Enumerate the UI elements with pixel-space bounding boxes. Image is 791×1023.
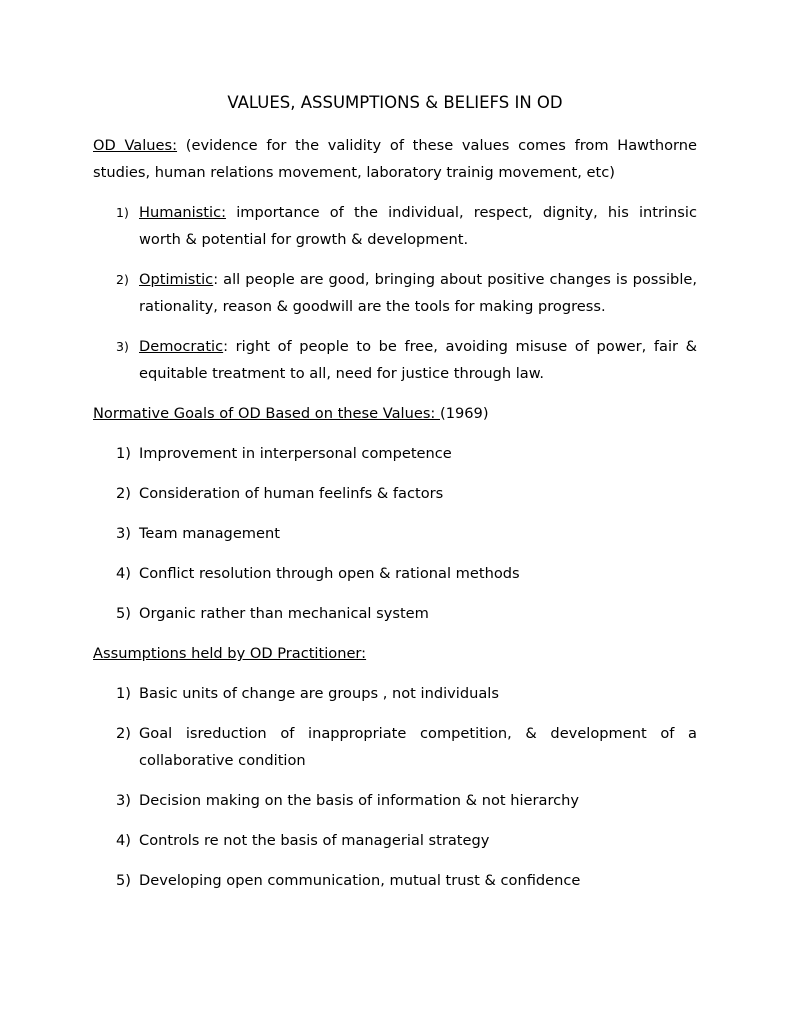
normative-goals-heading: [93, 400, 697, 427]
list-item-lead: Democratic: [139, 338, 224, 355]
normative-goals-list: [93, 440, 697, 627]
list-item-text: : right of people to be free, avoiding misuse of power, fair & equitable treatment to all, need for justice through law.: [139, 338, 697, 382]
list-item: [93, 333, 697, 387]
list-item-number: 2): [116, 725, 131, 742]
list-item-number: 4): [116, 565, 131, 582]
list-item: [93, 480, 697, 507]
list-item-text: Developing open communication, mutual trust & confidence: [139, 872, 581, 889]
normative-goals-year: (1969): [440, 405, 489, 422]
list-item: [93, 199, 697, 253]
list-item-text: Controls re not the basis of managerial strategy: [139, 832, 490, 849]
list-item-text: : all people are good, bringing about positive changes is possible, rationality, reason & goodwill are the tools for making progress.: [139, 271, 697, 315]
list-item-number: 4): [116, 832, 131, 849]
list-item-text: Consideration of human feelinfs & factors: [139, 485, 444, 502]
list-item-number: 1): [116, 685, 131, 702]
list-item-text: Conflict resolution through open & rational methods: [139, 565, 520, 582]
assumptions-list: [93, 680, 697, 894]
list-item-lead: Optimistic: [139, 271, 214, 288]
list-item-number: 3): [116, 792, 131, 809]
list-item: [93, 600, 697, 627]
list-item-text: importance of the individual, respect, dignity, his intrinsic worth & potential for growth & development.: [139, 204, 697, 248]
list-item: [93, 266, 697, 320]
assumptions-label: Assumptions held by OD Practitioner:: [93, 645, 367, 662]
list-item: [93, 680, 697, 707]
od-values-text: (evidence for the validity of these values comes from Hawthorne studies, human relations movement, laboratory trainig movement, etc): [93, 137, 697, 181]
list-item-number: 5): [116, 872, 131, 889]
list-item: [93, 787, 697, 814]
list-item: [93, 867, 697, 894]
list-item: [93, 440, 697, 467]
list-item-text: Improvement in interpersonal competence: [139, 445, 452, 462]
list-item-number: 3): [116, 525, 131, 542]
list-item: [93, 520, 697, 547]
od-values-list: [93, 199, 697, 387]
list-item-lead: Humanistic:: [139, 204, 227, 221]
assumptions-heading: [93, 640, 697, 667]
list-item-text: Basic units of change are groups , not individuals: [139, 685, 499, 702]
list-item: [93, 720, 697, 774]
od-values-paragraph: [93, 132, 697, 186]
list-item-number: 2): [116, 272, 129, 287]
list-item-number: 1): [116, 205, 129, 220]
od-values-label: OD Values:: [93, 137, 178, 154]
list-item: [93, 560, 697, 587]
list-item-number: 5): [116, 605, 131, 622]
list-item-text: Goal isreduction of inappropriate competition, & development of a collaborative condition: [139, 725, 697, 769]
list-item-number: 1): [116, 445, 131, 462]
list-item-text: Team management: [139, 525, 280, 542]
list-item-text: Decision making on the basis of information & not hierarchy: [139, 792, 580, 809]
list-item-text: Organic rather than mechanical system: [139, 605, 429, 622]
page-title: VALUES, ASSUMPTIONS & BELIEFS IN OD: [227, 93, 563, 112]
list-item-number: 2): [116, 485, 131, 502]
list-item-number: 3): [116, 339, 129, 354]
normative-goals-label: Normative Goals of OD Based on these Values:: [93, 405, 440, 422]
list-item: [93, 827, 697, 854]
